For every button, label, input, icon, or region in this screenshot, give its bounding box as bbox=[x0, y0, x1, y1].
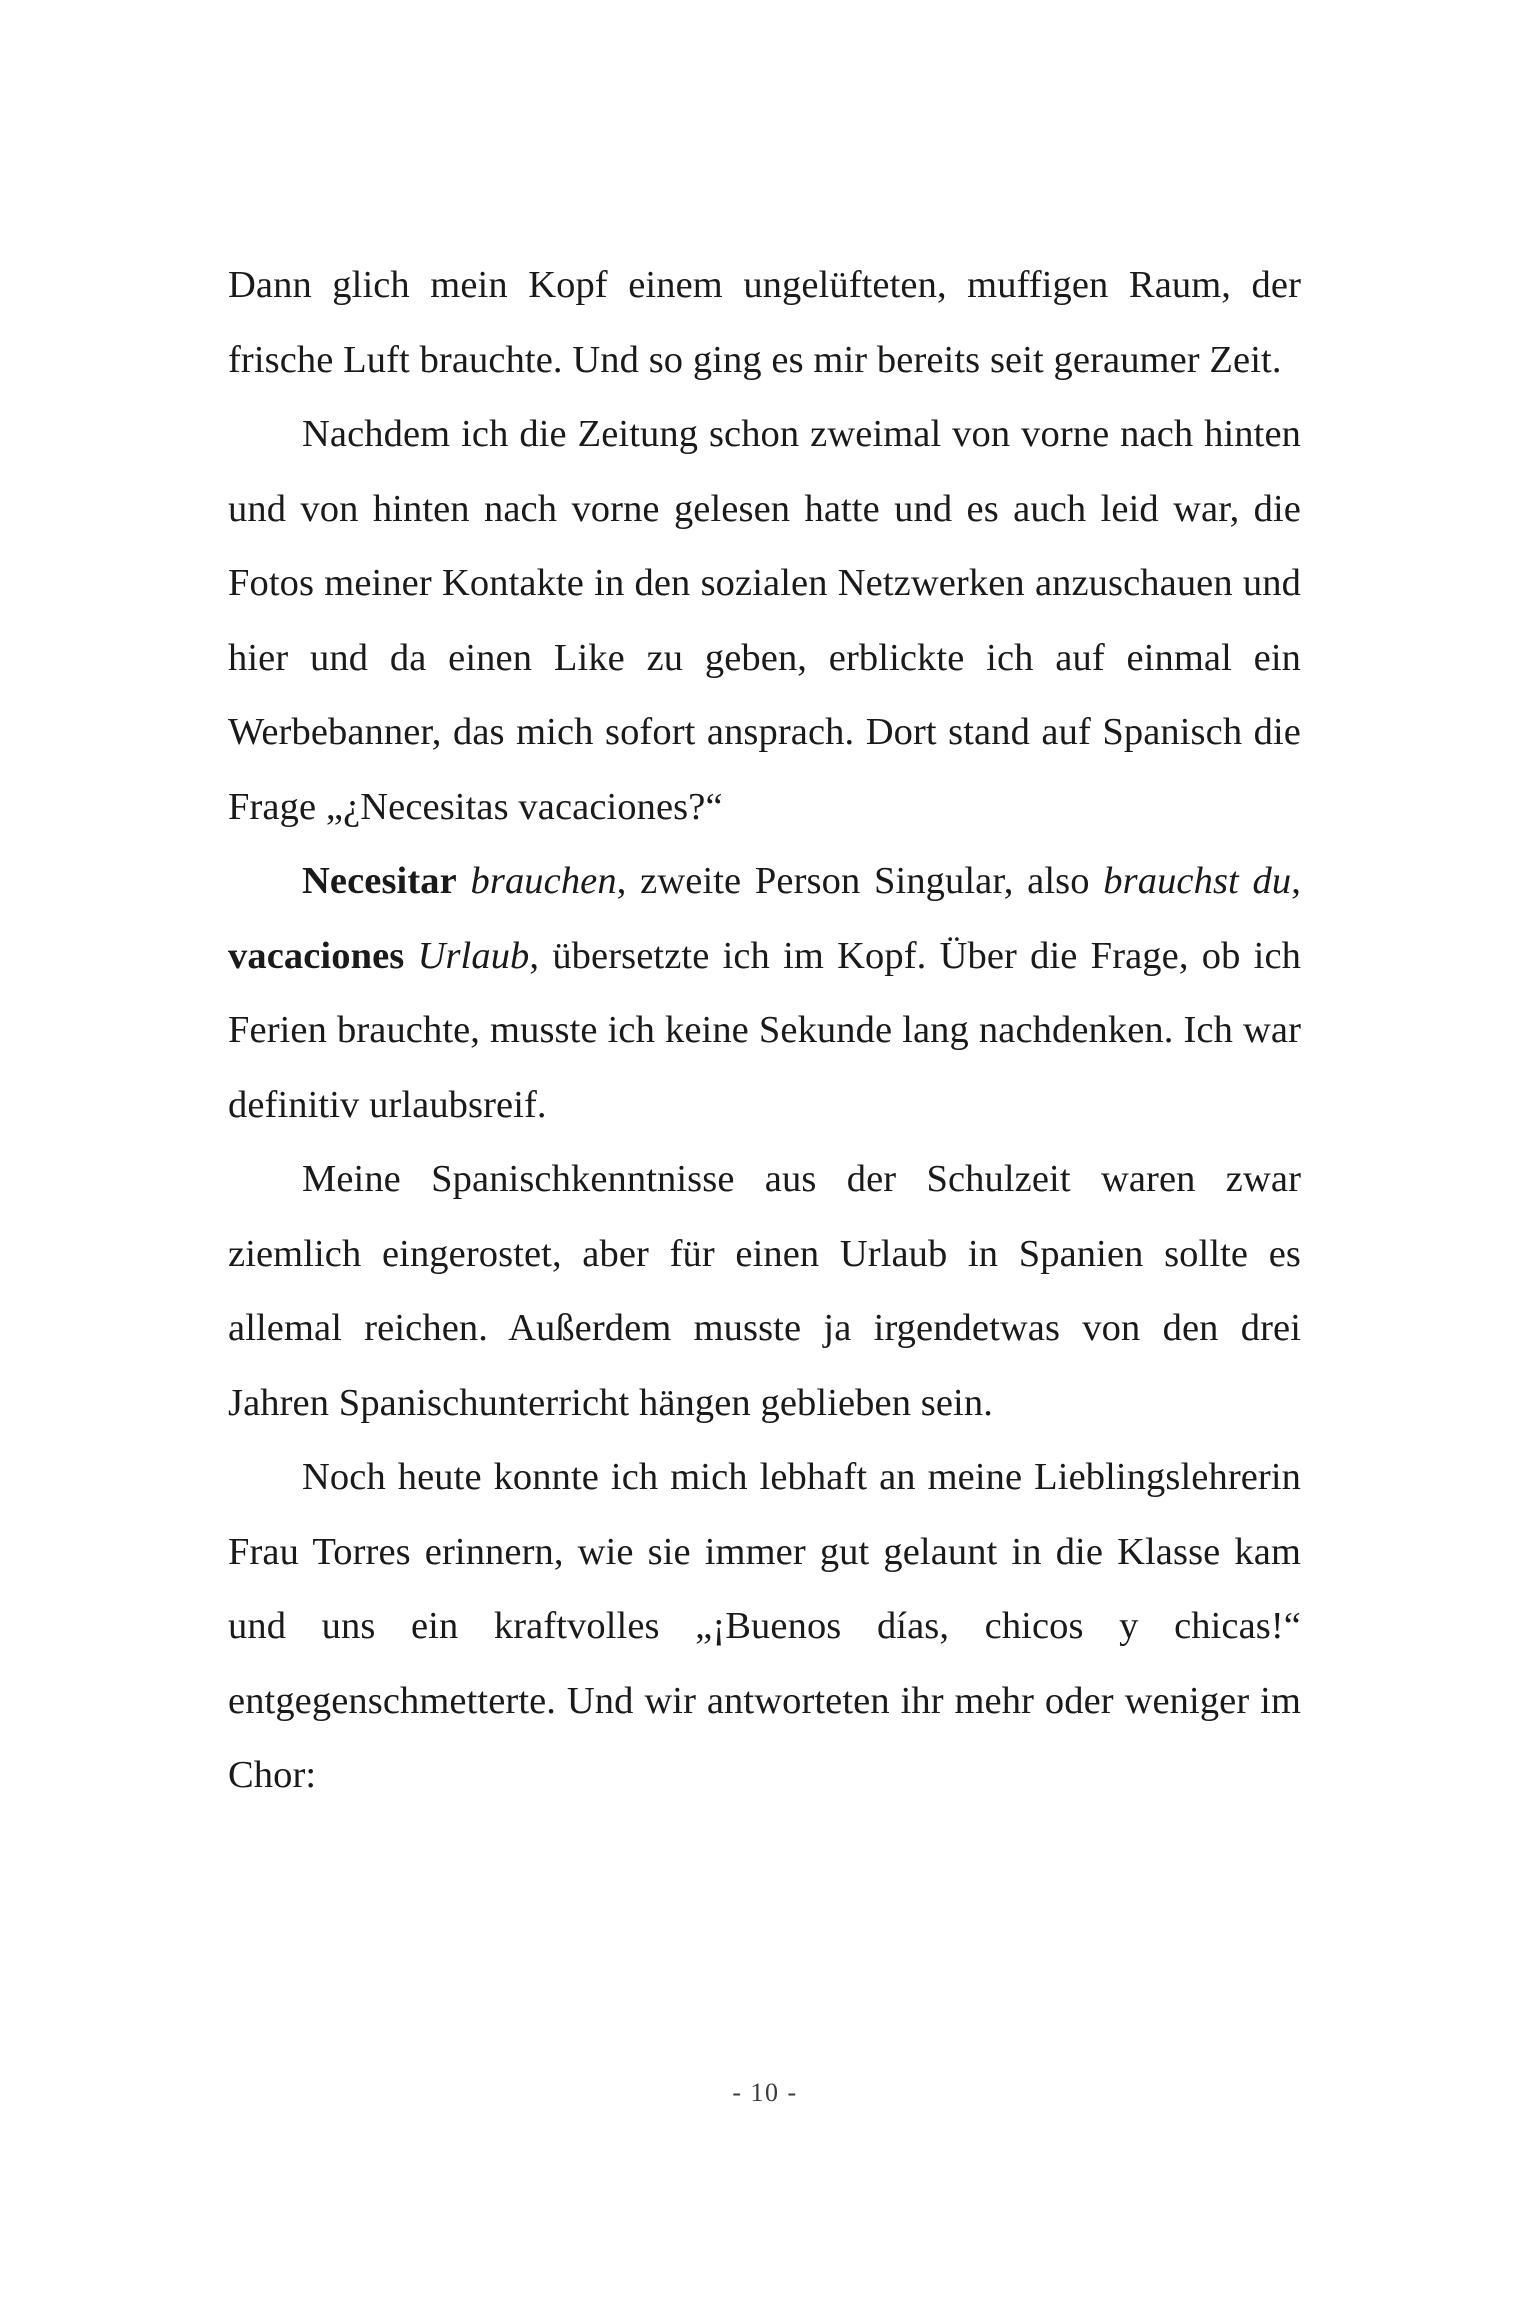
paragraph-3 bbox=[228, 844, 1301, 1142]
paragraph-3-text-2: , bbox=[1291, 860, 1301, 902]
page-number: - 10 - bbox=[732, 2078, 798, 2107]
vocab-gloss-brauchen: brauchen bbox=[470, 860, 617, 902]
vocab-gloss-urlaub: Urlaub bbox=[417, 934, 530, 977]
paragraph-3-space-1 bbox=[457, 860, 471, 902]
vocab-gloss-brauchst-du: brauchst du bbox=[1103, 860, 1292, 902]
paragraph-5: Noch heute konnte ich mich lebhaft an meine Lieblingslehrerin Frau Torres erinnern, wie sie immer gut gelaunt in die Klasse kam und uns ein kraftvolles „¡Buenos días, chicos y chicas!“ entgegenschmetterte. Und wir antworteten ihr mehr oder weniger im Chor: bbox=[228, 1456, 1301, 1796]
paragraph-1: Dann glich mein Kopf einem ungelüfteten, muffigen Raum, der frische Luft brauchte. Und so ging es mir bereits seit geraumer Zeit. bbox=[228, 264, 1301, 381]
paragraph-3-space-2 bbox=[404, 935, 417, 977]
paragraph-3-text-3: , übersetzte ich im Kopf. Über die Frage, ob ich Ferien brauchte, musste ich keine Sekunde lang nachdenken. Ich war definitiv urlaubsreif. bbox=[228, 934, 1301, 1126]
paragraph-4: Meine Spanischkenntnisse aus der Schulzeit waren zwar ziemlich eingerostet, aber für einen Urlaub in Spanien sollte es allemal reichen. Außerdem musste ja irgendetwas von den drei Jahren Spanischunterricht hängen geblieben sein. bbox=[228, 1158, 1301, 1424]
vocab-term-necesitar: Necesitar bbox=[302, 860, 457, 902]
body-text-column bbox=[228, 248, 1301, 1813]
vocab-term-vacaciones: vacaciones bbox=[228, 934, 405, 977]
paragraph-2: Nachdem ich die Zeitung schon zweimal von vorne nach hinten und von hinten nach vorne gelesen hatte und es auch leid war, die Fotos meiner Kontakte in den sozialen Netzwerken anzuschauen und hier und da einen Like zu geben, erblickte ich auf einmal ein Werbebanner, das mich sofort ansprach. Dort stand auf Spanisch die Frage „¿Necesitas vacaciones?“ bbox=[228, 413, 1301, 828]
paragraph-3-text-1: , zweite Person Singular, also bbox=[616, 860, 1104, 902]
